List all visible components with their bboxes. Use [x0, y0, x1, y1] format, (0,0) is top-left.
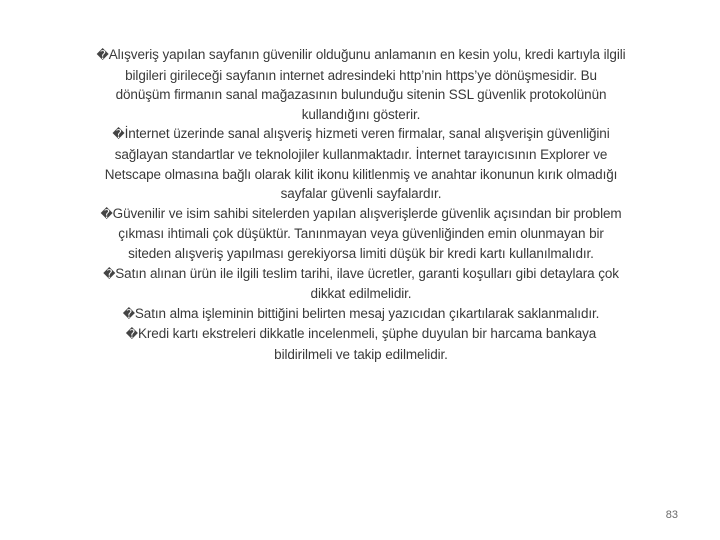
bullet-icon: � — [96, 48, 109, 62]
bullet-icon: � — [112, 127, 125, 142]
paragraph — [96, 304, 626, 325]
paragraph — [96, 45, 626, 124]
paragraph-text: Satın alınan ürün ile ilgili teslim tarihi, ilave ücretler, garanti koşulları gibi detaylara çok dikkat edilmelidir. — [115, 265, 619, 302]
paragraph-text: Güvenilir ve isim sahibi sitelerden yapılan alışverişlerde güvenlik açısından bir problem çıkması ihtimali çok düşüktür. Tanınmayan veya güvenliğinden emin olunmayan bir siteden alışveriş yapılması gerekiyorsa limiti düşük bir kredi kartı kullanılmalıdır. — [112, 205, 622, 261]
paragraph-text: İnternet üzerinde sanal alışveriş hizmeti veren firmalar, sanal alışverişin güvenliğini sağlayan standartlar ve teknolojiler kullanmaktadır. İnternet tarayıcısının Explorer ve Netscape olmasına bağlı olarak kilit ikonu kilitlenmiş ve anahtar ikonunun kırık olmadığı sayfalar güvenli sayfalardır. — [104, 126, 618, 202]
paragraph-text: Satın alma işleminin bittiğini belirten mesaj yazıcıdan çıkartılarak saklanmalıdır. — [134, 305, 600, 321]
page-number: 83 — [665, 509, 678, 521]
paragraph — [96, 324, 626, 364]
paragraph — [96, 124, 626, 203]
bullet-icon: � — [125, 327, 138, 342]
bullet-icon: � — [122, 306, 135, 321]
paragraph — [96, 264, 626, 304]
paragraph-text: Alışveriş yapılan sayfanın güvenilir olduğunu anlamanın en kesin yolu, kredi kartıyla ilgili bilgileri girileceği sayfanın internet adresindeki http’nin https’ye dönüşmesidir. Bu dönüşüm firmanın sanal mağazasının bulunduğu sitenin SSL güvenlik protokolünün kullandığını gösterir. — [108, 47, 626, 122]
paragraph-text: Kredi kartı ekstreleri dikkatle incelenmeli, şüphe duyulan bir harcama bankaya bildirilmeli ve takip edilmelidir. — [138, 326, 597, 362]
bullet-icon: � — [103, 266, 116, 281]
paragraph — [96, 204, 626, 264]
slide-body — [96, 45, 626, 365]
bullet-icon: � — [100, 206, 113, 221]
